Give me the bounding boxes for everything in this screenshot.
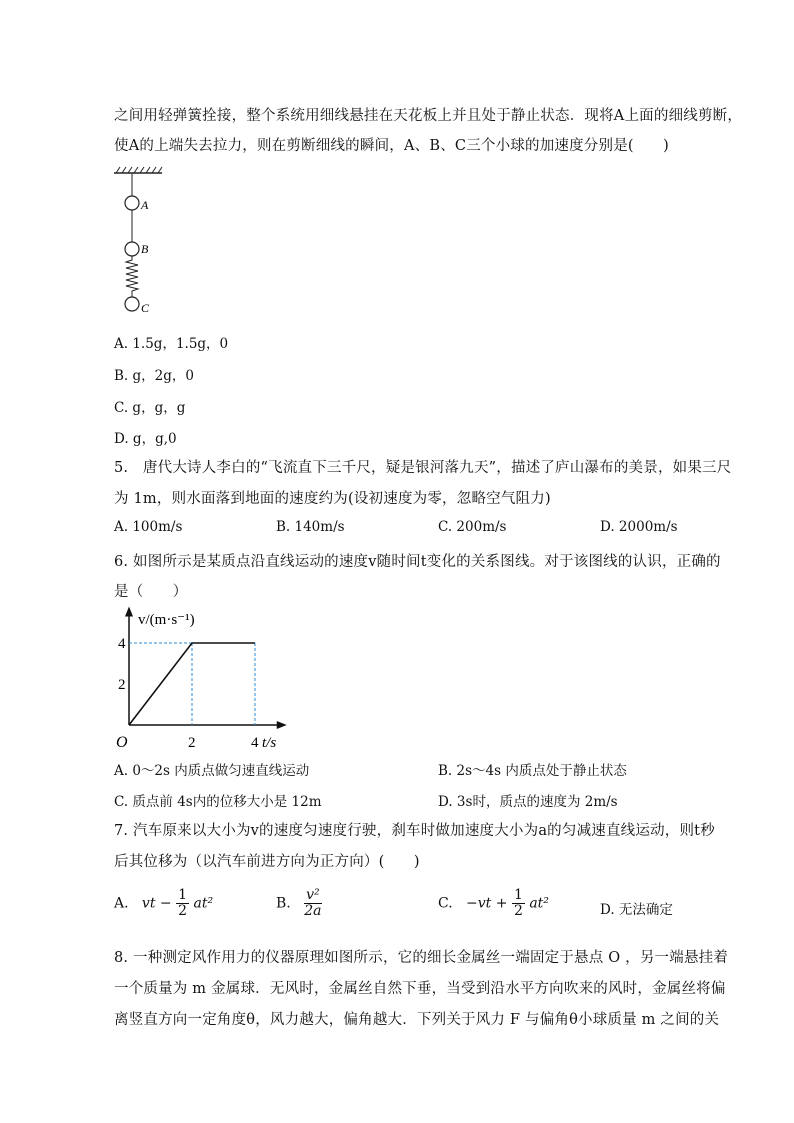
ball-c xyxy=(125,297,139,311)
frac-c-numerator: 1 xyxy=(513,887,523,903)
frac-denominator: 2 xyxy=(178,903,188,919)
frac-b-denominator: 2a xyxy=(304,903,322,919)
q7-option-a-label: A. xyxy=(114,895,129,912)
q7-option-b-fraction xyxy=(304,888,322,919)
q7-option-a xyxy=(114,888,213,919)
q4-line-1: 之间用轻弹簧拴接，整个系统用细线悬挂在天花板上并且处于静止状态．现将A上面的细线剪断， xyxy=(114,108,743,124)
x-axis-label: t/s xyxy=(262,735,277,751)
q7-option-a-post: at² xyxy=(193,895,214,912)
q7-option-a-fraction xyxy=(176,888,189,919)
frac-b-numerator: v² xyxy=(306,887,320,903)
ceiling-hatch xyxy=(116,167,162,173)
origin-label: O xyxy=(116,734,128,751)
q6-option-a: A. 0～2s 内质点做匀速直线运动 xyxy=(114,763,310,779)
q8-line-1: 8. 一种测定风作用力的仪器原理如图所示，它的细长金属丝一端固定于悬点 O ，另一端悬挂着 xyxy=(114,950,729,966)
q4-option-a: A. 1.5g，1.5g，0 xyxy=(114,336,229,352)
frac-numerator: 1 xyxy=(178,887,188,903)
ball-a-label: A xyxy=(141,198,149,212)
x-tick-label-2: 2 xyxy=(188,735,196,751)
q4-line-2: 使A的上端失去拉力，则在剪断细线的瞬间，A、B、C三个小球的加速度分别是( ) xyxy=(114,138,670,154)
y-axis-arrow xyxy=(125,607,133,617)
hanging-balls-figure xyxy=(110,166,170,316)
q8-line-3: 离竖直方向一定角度θ，风力越大，偏角越大．下列关于风力 F 与偏角θ小球质量 m 之间的关 xyxy=(114,1012,720,1028)
q4-option-c: C. g，g，g xyxy=(114,400,186,416)
x-axis-arrow xyxy=(277,721,287,729)
q6-line-2: 是（ ） xyxy=(114,584,188,600)
q5-option-c: C. 200m/s xyxy=(438,519,507,535)
y-tick-label-4: 4 xyxy=(118,636,126,652)
ball-c-label: C xyxy=(141,301,150,315)
q6-option-b: B. 2s～4s 内质点处于静止状态 xyxy=(438,763,627,779)
q4-option-b: B. g，2g，0 xyxy=(114,368,194,384)
q6-option-d: D. 3s时，质点的速度为 2m/s xyxy=(438,794,618,810)
x-tick-label-4: 4 xyxy=(251,735,259,751)
q7-option-a-pre: vt − xyxy=(141,895,172,912)
q8-line-2: 一个质量为 m 金属球．无风时，金属丝自然下垂，当受到沿水平方向吹来的风时，金属丝将偏 xyxy=(114,981,726,997)
q6-line-1: 6. 如图所示是某质点沿直线运动的速度v随时间t变化的关系图线。对于该图线的认识，正确的 xyxy=(114,554,721,570)
q7-option-c xyxy=(438,888,549,919)
q5-line-1: 5. 唐代大诗人李白的“飞流直下三千尺，疑是银河落九天”，描述了庐山瀑布的美景，如果三尺 xyxy=(114,460,732,476)
q7-line-1: 7. 汽车原来以大小为v的速度匀速度行驶，刹车时做加速度大小为a的匀减速直线运动，则t秒 xyxy=(114,823,715,839)
y-axis-label: v/(m·s⁻¹) xyxy=(138,612,195,628)
q7-option-b xyxy=(276,888,322,919)
q5-line-2: 为 1m，则水面落到地面的速度约为(设初速度为零，忽略空气阻力) xyxy=(114,491,551,507)
spring xyxy=(126,256,138,297)
q7-line-2: 后其位移为（以汽车前进方向为正方向）( ) xyxy=(114,854,420,870)
q5-option-a: A. 100m/s xyxy=(114,519,183,535)
q7-option-c-fraction xyxy=(512,888,525,919)
ball-a xyxy=(125,196,139,210)
q7-option-c-pre: −vt + xyxy=(466,895,508,912)
q5-option-d: D. 2000m/s xyxy=(600,519,678,535)
q7-option-d: D. 无法确定 xyxy=(600,902,673,918)
q4-option-d: D. g，g,0 xyxy=(114,431,177,447)
q7-option-c-label: C. xyxy=(438,895,453,912)
q6-option-c: C. 质点前 4s内的位移大小是 12m xyxy=(114,794,322,810)
frac-c-denominator: 2 xyxy=(513,903,523,919)
velocity-time-chart xyxy=(110,600,290,752)
ball-b xyxy=(125,242,139,256)
ball-b-label: B xyxy=(141,242,149,256)
y-tick-label-2: 2 xyxy=(118,677,126,693)
q7-option-c-post: at² xyxy=(529,895,549,912)
q5-option-b: B. 140m/s xyxy=(276,519,345,535)
q7-option-b-label: B. xyxy=(276,895,291,912)
